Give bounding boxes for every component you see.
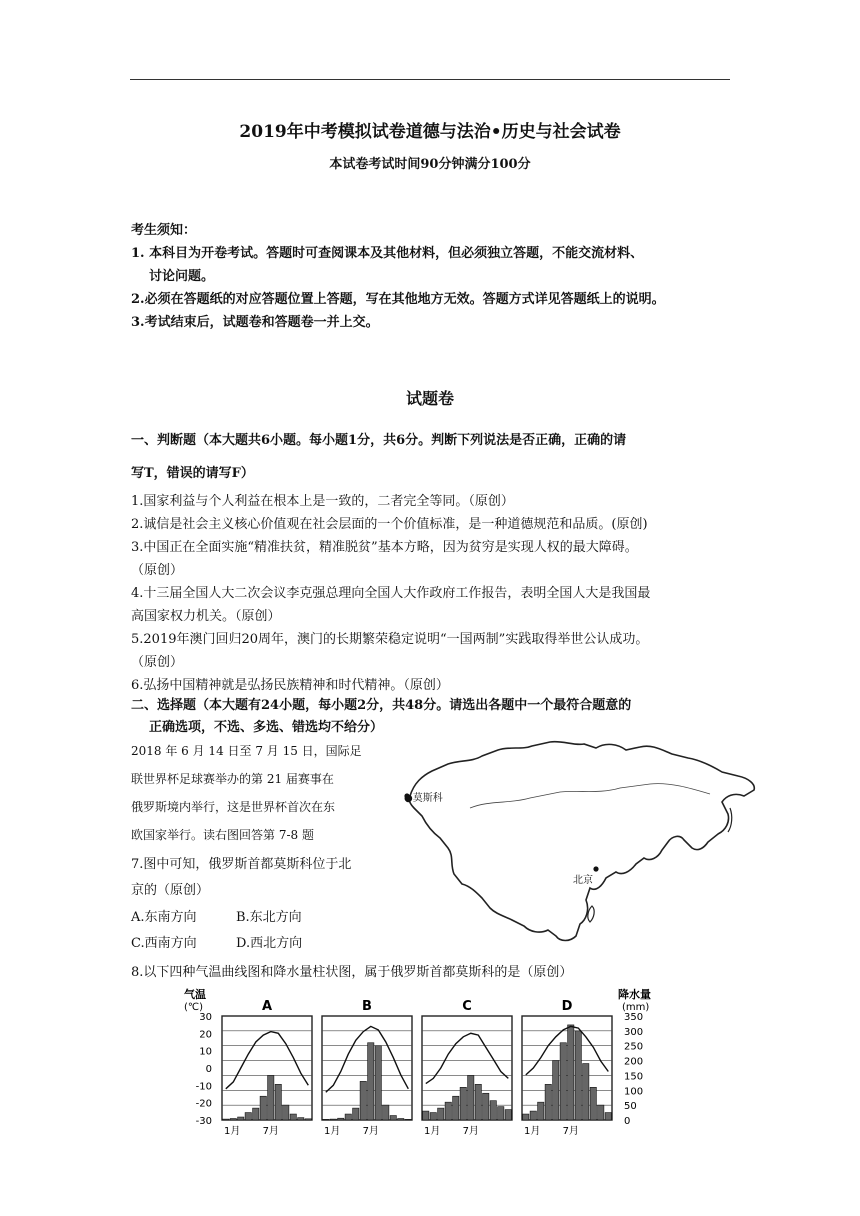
right-tick-label: 200 xyxy=(624,1056,644,1068)
left-tick-label: 30 xyxy=(199,1012,212,1023)
left-tick-label: 0 xyxy=(205,1064,212,1075)
beijing-label: 北京 xyxy=(573,875,593,886)
temperature-curve-A xyxy=(226,1032,308,1089)
precipitation-bar xyxy=(498,1107,504,1120)
precipitation-bar xyxy=(223,1119,229,1120)
x-tick-label: 7月 xyxy=(262,1126,279,1137)
part2-heading-cont: 正确选项，不选、多选、错选均不给分） xyxy=(149,720,384,735)
panel-label-A: A xyxy=(261,999,273,1014)
precipitation-bar xyxy=(538,1102,544,1120)
precipitation-bar xyxy=(375,1046,381,1120)
x-tick-label: 1月 xyxy=(424,1126,441,1137)
part2-heading: 二、选择题（本大题有24小题，每小题2分，共48分。请选出各题中一个最符合题意的 xyxy=(131,698,632,713)
precipitation-bar xyxy=(468,1075,474,1120)
map-svg xyxy=(400,738,760,948)
precipitation-bar xyxy=(553,1061,559,1120)
precipitation-bar xyxy=(338,1118,344,1120)
top-rule xyxy=(130,79,730,80)
temperature-curve-B xyxy=(326,1026,409,1092)
right-tick-label: 150 xyxy=(624,1071,644,1083)
precipitation-bar xyxy=(298,1118,304,1120)
island-outline xyxy=(588,906,594,922)
left-tick-label: 20 xyxy=(199,1029,212,1041)
right-tick-label: 300 xyxy=(624,1026,644,1038)
q7-text: 7.图中可知，俄罗斯首都莫斯科位于北 xyxy=(131,857,352,872)
x-tick-label: 1月 xyxy=(324,1126,341,1137)
precipitation-bar xyxy=(390,1116,396,1120)
right-axis-title: 降水量 xyxy=(618,988,651,1001)
q5-text: 5.2019年澳门回归20周年，澳门的长期繁荣稳定说明“一国两制”实践取得举世公认成功。 xyxy=(131,632,649,647)
precipitation-bar xyxy=(445,1102,451,1120)
precipitation-bar xyxy=(305,1119,311,1120)
precipitation-bar xyxy=(460,1087,466,1120)
section-title: 试题卷 xyxy=(405,389,454,408)
moscow-label: ●莫斯科 xyxy=(404,793,443,804)
precipitation-bar xyxy=(405,1119,411,1120)
precipitation-bar xyxy=(590,1087,596,1120)
precipitation-bar xyxy=(598,1105,604,1120)
climate-svg xyxy=(182,988,662,1138)
x-tick-label: 7月 xyxy=(362,1126,379,1137)
q2-text: 2.诚信是社会主义核心价值观在社会层面的一个价值标准，是一种道德规范和品质。(原创) xyxy=(131,517,648,532)
precipitation-bar xyxy=(330,1119,336,1120)
precipitation-bar xyxy=(530,1111,536,1120)
russia-china-map xyxy=(400,738,760,948)
precipitation-bar xyxy=(560,1043,566,1120)
precipitation-bar xyxy=(283,1105,289,1120)
notice-item-3: 3.考试结束后，试题卷和答题卷一并上交。 xyxy=(131,315,379,330)
intro-line-3: 俄罗斯境内举行，这是世界杯首次在东 xyxy=(131,800,336,814)
precipitation-bar xyxy=(490,1101,496,1120)
precipitation-bar xyxy=(568,1025,574,1120)
precipitation-bar xyxy=(238,1117,244,1120)
precipitation-bar xyxy=(260,1096,266,1120)
q1-text: 1.国家利益与个人利益在根本上是一致的，二者完全等同。（原创） xyxy=(131,494,514,509)
precipitation-bar xyxy=(253,1108,259,1120)
part1-heading: 一、判断题（本大题共6小题。每小题1分，共6分。判断下列说法是否正确，正确的请 xyxy=(131,433,627,448)
q6-text: 6.弘扬中国精神就是弘扬民族精神和时代精神。（原创） xyxy=(131,678,449,693)
q7-option-b: B.东北方向 xyxy=(236,910,302,925)
right-tick-label: 100 xyxy=(624,1086,644,1098)
precipitation-bar xyxy=(353,1108,359,1120)
precipitation-bar xyxy=(475,1084,481,1120)
precipitation-bar xyxy=(230,1119,236,1120)
precipitation-bar xyxy=(323,1119,329,1120)
precipitation-bar xyxy=(605,1113,611,1120)
panel-label-D: D xyxy=(561,999,573,1014)
q4-text-cont: 高国家权力机关。（原创） xyxy=(131,609,281,624)
precipitation-bar xyxy=(345,1114,351,1120)
left-tick-label: 10 xyxy=(199,1046,212,1058)
precipitation-bar xyxy=(523,1114,529,1120)
x-tick-label: 1月 xyxy=(224,1126,241,1137)
precipitation-bar xyxy=(430,1113,436,1120)
q7-option-c: C.西南方向 xyxy=(131,936,197,951)
precipitation-bar xyxy=(583,1064,589,1120)
q3-text: 3.中国正在全面实施“精准扶贫，精准脱贫”基本方略，因为贫穷是实现人权的最大障碍。 xyxy=(131,540,638,555)
precipitation-bar xyxy=(368,1043,374,1120)
q5-text-cont: （原创） xyxy=(131,655,184,670)
notice-item-1: 1. 本科目为开卷考试。答题时可查阅课本及其他材料，但必须独立答题，不能交流材料、 xyxy=(131,246,644,261)
x-tick-label: 7月 xyxy=(462,1126,479,1137)
precipitation-bar xyxy=(453,1096,459,1120)
left-tick-label: -30 xyxy=(195,1116,212,1127)
beijing-marker xyxy=(593,866,598,871)
precipitation-bar xyxy=(245,1113,251,1120)
x-tick-label: 1月 xyxy=(524,1126,541,1137)
right-axis-unit: (mm) xyxy=(622,1002,650,1013)
precipitation-bar xyxy=(575,1031,581,1120)
intro-line-2: 联世界杯足球赛举办的第 21 届赛事在 xyxy=(131,772,334,786)
precipitation-bar xyxy=(483,1093,489,1120)
left-axis-title: 气温 xyxy=(184,988,206,1001)
precipitation-bar xyxy=(275,1084,281,1120)
left-tick-label: -10 xyxy=(195,1081,212,1093)
q4-text: 4.十三届全国人大二次会议李克强总理向全国人大作政府工作报告，表明全国人大是我国最 xyxy=(131,586,651,601)
precipitation-bar xyxy=(268,1075,274,1120)
page-title: 2019年中考模拟试卷道德与法治•历史与社会试卷 xyxy=(239,122,621,142)
precipitation-bar xyxy=(545,1084,551,1120)
inner-border xyxy=(470,784,710,808)
right-tick-label: 50 xyxy=(624,1101,637,1113)
panel-label-C: C xyxy=(462,999,472,1014)
temperature-curve-C xyxy=(426,1033,509,1083)
precipitation-bar xyxy=(360,1081,366,1120)
right-tick-label: 250 xyxy=(624,1041,644,1053)
part1-heading-cont: 写T，错误的请写F） xyxy=(131,466,254,481)
page-subtitle: 本试卷考试时间90分钟满分100分 xyxy=(329,157,531,172)
notice-item-2: 2.必须在答题纸的对应答题位置上答题，写在其他地方无效。答题方式详见答题纸上的说明。 xyxy=(131,292,665,307)
q8-text: 8.以下四种气温曲线图和降水量柱状图，属于俄罗斯首都莫斯科的是（原创） xyxy=(131,965,573,980)
precipitation-bar xyxy=(423,1111,429,1120)
left-axis-unit: (℃) xyxy=(184,1002,204,1013)
landmass-outline xyxy=(409,742,754,941)
x-tick-label: 7月 xyxy=(562,1126,579,1137)
left-tick-label: -20 xyxy=(195,1098,212,1110)
notice-item-1-cont: 讨论问题。 xyxy=(149,269,215,284)
precipitation-bar xyxy=(505,1110,511,1120)
precipitation-bar xyxy=(398,1119,404,1120)
intro-line-4: 欧国家举行。读右图回答第 7-8 题 xyxy=(131,828,314,842)
panel-label-B: B xyxy=(362,999,372,1014)
precipitation-bar xyxy=(438,1108,444,1120)
temperature-curve-D xyxy=(526,1026,609,1075)
q3-text-cont: （原创） xyxy=(131,563,184,578)
q7-text-cont: 京的（原创） xyxy=(131,883,210,898)
precipitation-bar xyxy=(290,1114,296,1120)
precipitation-bar xyxy=(383,1105,389,1120)
notice-heading: 考生须知： xyxy=(131,223,197,238)
right-tick-label: 350 xyxy=(624,1012,644,1023)
climate-charts xyxy=(182,988,662,1138)
q7-option-a: A.东南方向 xyxy=(131,910,197,925)
panel-frame-D xyxy=(522,1016,612,1120)
intro-line-1: 2018 年 6 月 14 日至 7 月 15 日，国际足 xyxy=(131,744,362,758)
q7-option-d: D.西北方向 xyxy=(236,936,303,951)
right-tick-label: 0 xyxy=(624,1116,631,1127)
